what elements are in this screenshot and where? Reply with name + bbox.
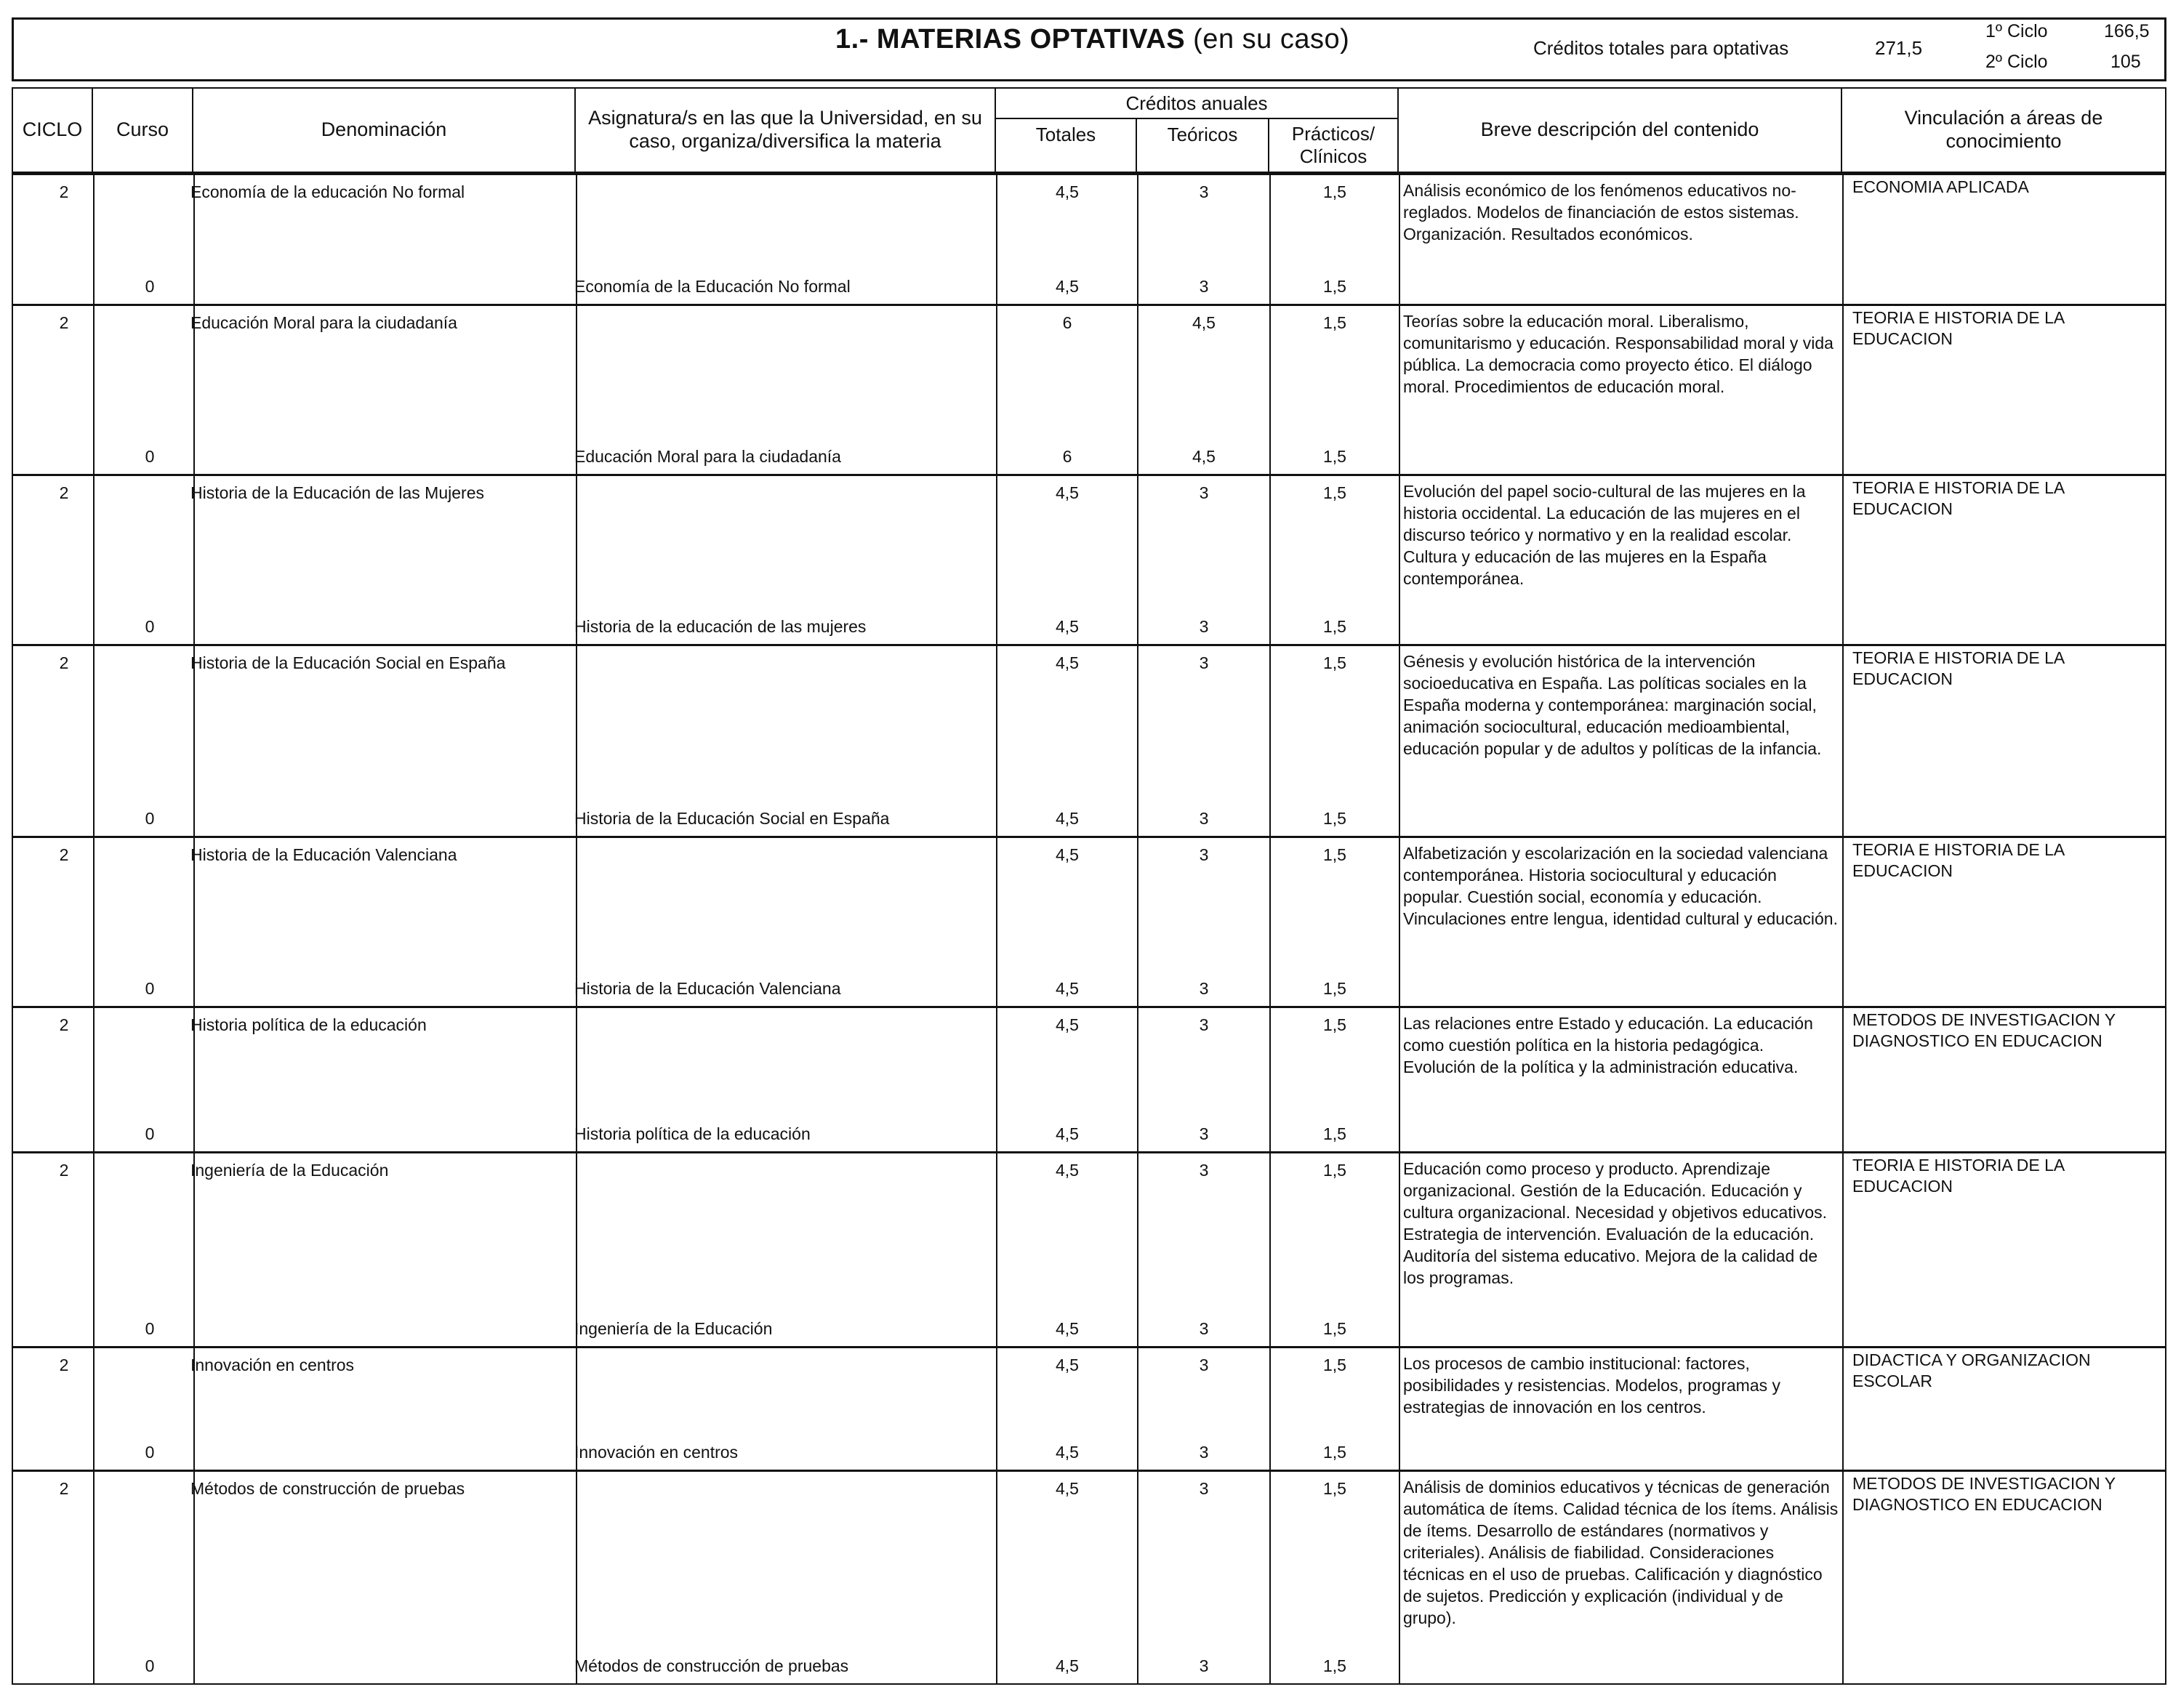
header-denominacion: Denominación (192, 87, 576, 173)
asignatura-text: Innovación en centros (574, 1443, 739, 1462)
ciclo-value: 2 (59, 1355, 69, 1374)
header-ciclo: CICLO (12, 87, 93, 173)
column-divider (93, 1472, 95, 1683)
table-row (12, 474, 2166, 645)
totales-value: 4,5 (1056, 1479, 1079, 1498)
column-divider (193, 1472, 195, 1683)
header-asignatura: Asignatura/s en las que la Universidad, en su caso, organiza/diversifica la materia (574, 87, 996, 173)
sub-totales-value: 4,5 (1056, 1124, 1079, 1143)
totales-value: 4,5 (1056, 1161, 1079, 1180)
area-conocimiento-text: TEORIA E HISTORIA DE LA EDUCACION (1852, 840, 2065, 880)
asignatura-text: Ingeniería de la Educación (574, 1319, 773, 1338)
teoricos-value: 4,5 (1192, 313, 1216, 332)
column-divider (93, 1153, 95, 1346)
curso-value: 0 (145, 1656, 155, 1675)
sub-practicos-value: 1,5 (1323, 1124, 1346, 1143)
asignatura-text: Educación Moral para la ciudadanía (574, 447, 841, 466)
totales-value: 4,5 (1056, 182, 1079, 201)
totales-value: 4,5 (1056, 845, 1079, 864)
section-title-main: 1.- MATERIAS OPTATIVAS (835, 24, 1186, 55)
denominacion-text: Educación Moral para la ciudadanía (190, 313, 457, 332)
teoricos-value: 3 (1199, 1015, 1209, 1034)
asignatura-text: Historia de la Educación Social en España (574, 809, 890, 828)
sub-totales-value: 4,5 (1056, 617, 1079, 636)
table-row (12, 1470, 2166, 1685)
descripcion-text: Génesis y evolución histórica de la intervención socioeducativa en España. Las políticas sociales en la España moderna y contemporánea: marginación social, animación sociocultural, educación medioambiental, educación popular y de adultos y políticas de la infancia. (1403, 652, 1822, 758)
column-divider (1842, 175, 1844, 304)
header-vinculacion: Vinculación a áreas de conocimiento (1841, 87, 2166, 173)
materias-table (12, 173, 2166, 1685)
totales-value: 4,5 (1056, 1355, 1079, 1374)
column-divider (1842, 476, 1844, 644)
column-divider (93, 476, 95, 644)
column-divider (1842, 306, 1844, 474)
ciclo-value: 2 (59, 1015, 69, 1034)
descripcion-text: Teorías sobre la educación moral. Liberalismo, comunitarismo y educación. Responsabilidad moral y vida pública. La democracia como proyecto ético. El diálogo moral. Procedimientos de educación moral. (1403, 312, 1833, 396)
table-row (12, 173, 2166, 305)
sub-teoricos-value: 3 (1199, 1656, 1209, 1675)
asignatura-text: Economía de la Educación No formal (574, 277, 851, 296)
teoricos-value: 3 (1199, 182, 1209, 201)
area-conocimiento-text: ECONOMIA APLICADA (1852, 177, 2029, 196)
column-divider (1842, 646, 1844, 836)
column-divider (1137, 1472, 1138, 1683)
curso-value: 0 (145, 617, 155, 636)
denominacion-text: Economía de la educación No formal (190, 182, 465, 201)
sub-practicos-value: 1,5 (1323, 1319, 1346, 1338)
sub-teoricos-value: 3 (1199, 1443, 1209, 1462)
sub-teoricos-value: 3 (1199, 809, 1209, 828)
sub-practicos-value: 1,5 (1323, 617, 1346, 636)
sub-totales-value: 4,5 (1056, 1319, 1079, 1338)
section-title-sub: (en su caso) (1193, 24, 1350, 55)
teoricos-value: 3 (1199, 1355, 1209, 1374)
area-conocimiento-text: METODOS DE INVESTIGACION Y DIAGNOSTICO EN EDUCACION (1852, 1474, 2116, 1514)
area-conocimiento-text: DIDACTICA Y ORGANIZACION ESCOLAR (1852, 1350, 2091, 1390)
ciclo-value: 2 (59, 313, 69, 332)
practicos-value: 1,5 (1323, 653, 1346, 672)
header-totales: Totales (995, 118, 1137, 173)
curso-value: 0 (145, 1443, 155, 1462)
header-creditos-anuales: Créditos anuales (995, 87, 1399, 119)
column-divider (193, 646, 195, 836)
curso-value: 0 (145, 1319, 155, 1338)
totales-value: 4,5 (1056, 1015, 1079, 1034)
asignatura-text: Historia de la Educación Valenciana (574, 979, 841, 998)
ciclo-value: 2 (59, 1161, 69, 1180)
sub-teoricos-value: 3 (1199, 277, 1209, 296)
area-conocimiento-text: TEORIA E HISTORIA DE LA EDUCACION (1852, 1156, 2065, 1196)
table-row (12, 1346, 2166, 1471)
denominacion-text: Historia de la Educación Valenciana (190, 845, 457, 864)
column-divider (1399, 1472, 1400, 1683)
document-page (12, 17, 2169, 1704)
sub-practicos-value: 1,5 (1323, 1656, 1346, 1675)
denominacion-text: Ingeniería de la Educación (190, 1161, 389, 1180)
ciclo-value: 2 (59, 483, 69, 502)
column-divider (93, 175, 95, 304)
column-divider (93, 1008, 95, 1151)
area-conocimiento-text: METODOS DE INVESTIGACION Y DIAGNOSTICO EN EDUCACION (1852, 1010, 2116, 1050)
descripcion-text: Los procesos de cambio institucional: factores, posibilidades y resistencias. Modelos, programas y estrategias de innovación en los centros. (1403, 1354, 1781, 1417)
header-descripcion: Breve descripción del contenido (1397, 87, 1842, 173)
area-conocimiento-text: TEORIA E HISTORIA DE LA EDUCACION (1852, 648, 2065, 688)
column-divider (1842, 838, 1844, 1006)
total-credits-label: Créditos totales para optativas (1533, 37, 1789, 59)
sub-teoricos-value: 3 (1199, 1319, 1209, 1338)
area-conocimiento-text: TEORIA E HISTORIA DE LA EDUCACION (1852, 478, 2065, 518)
sub-practicos-value: 1,5 (1323, 979, 1346, 998)
denominacion-text: Innovación en centros (190, 1355, 355, 1374)
section-title (835, 24, 1349, 55)
cycle2-label: 2º Ciclo (1985, 52, 2048, 72)
column-divider (93, 838, 95, 1006)
sub-totales-value: 6 (1062, 447, 1072, 466)
ciclo-value: 2 (59, 845, 69, 864)
sub-totales-value: 4,5 (1056, 1443, 1079, 1462)
totales-value: 4,5 (1056, 483, 1079, 502)
column-divider (1842, 1472, 1844, 1683)
area-conocimiento-text: TEORIA E HISTORIA DE LA EDUCACION (1852, 308, 2065, 348)
table-row (12, 304, 2166, 475)
asignatura-text: Historia de la educación de las mujeres (574, 617, 867, 636)
practicos-value: 1,5 (1323, 1355, 1346, 1374)
ciclo-value: 2 (59, 1479, 69, 1498)
asignatura-text: Historia política de la educación (574, 1124, 811, 1143)
practicos-value: 1,5 (1323, 1161, 1346, 1180)
denominacion-text: Métodos de construcción de pruebas (190, 1479, 465, 1498)
denominacion-text: Historia política de la educación (190, 1015, 427, 1034)
header-curso: Curso (92, 87, 193, 173)
column-divider (576, 1472, 577, 1683)
denominacion-text: Historia de la Educación de las Mujeres (190, 483, 484, 502)
sub-teoricos-value: 3 (1199, 979, 1209, 998)
header-practicos: Prácticos/ Clínicos (1268, 118, 1399, 173)
header-teoricos: Teóricos (1136, 118, 1269, 173)
teoricos-value: 3 (1199, 845, 1209, 864)
sub-practicos-value: 1,5 (1323, 277, 1346, 296)
sub-totales-value: 4,5 (1056, 979, 1079, 998)
sub-teoricos-value: 3 (1199, 617, 1209, 636)
column-divider (1842, 1348, 1844, 1470)
cycle1-value: 166,5 (2104, 21, 2150, 41)
cycle2-value: 105 (2110, 52, 2141, 72)
asignatura-text: Métodos de construcción de pruebas (574, 1656, 849, 1675)
table-row (12, 1006, 2166, 1153)
totales-value: 4,5 (1056, 653, 1079, 672)
descripcion-text: Evolución del papel socio-cultural de las mujeres en la historia occidental. La educación de las mujeres en el discurso teórico y normativo y en la realidad escolar. Cultura y educación de las mujeres en la España contemporánea. (1403, 482, 1806, 588)
sub-totales-value: 4,5 (1056, 277, 1079, 296)
column-divider (1269, 1472, 1271, 1683)
column-divider (1842, 1008, 1844, 1151)
teoricos-value: 3 (1199, 653, 1209, 672)
denominacion-text: Historia de la Educación Social en España (190, 653, 506, 672)
descripcion-text: Análisis de dominios educativos y técnicas de generación automática de ítems. Calidad técnica de los ítems. Análisis de ítems. Desarrollo de estándares (normativos y criteriales). Análisis de fiabilidad. Consideraciones técnicas en el uso de pruebas. Calificación y diagnóstico de sujetos. Predicción y explicación (individual y de grupo). (1403, 1478, 1839, 1627)
column-divider (93, 1348, 95, 1470)
practicos-value: 1,5 (1323, 1479, 1346, 1498)
column-divider (93, 646, 95, 836)
practicos-value: 1,5 (1323, 313, 1346, 332)
descripcion-text: Las relaciones entre Estado y educación. La educación como cuestión política en la historia pedagógica. Evolución de la política y la administración educativa. (1403, 1014, 1813, 1076)
total-credits-value: 271,5 (1875, 37, 1923, 59)
table-row (12, 644, 2166, 837)
sub-totales-value: 4,5 (1056, 1656, 1079, 1675)
practicos-value: 1,5 (1323, 1015, 1346, 1034)
descripcion-text: Educación como proceso y producto. Aprendizaje organizacional. Gestión de la Educación. Educación y cultura organizacional. Necesidad y objetivos educativos. Estrategia de intervención. Evaluación de la educación. Auditoría del sistema educativo. Mejora de la calidad de los programas. (1403, 1159, 1827, 1287)
sub-practicos-value: 1,5 (1323, 1443, 1346, 1462)
sub-teoricos-value: 3 (1199, 1124, 1209, 1143)
practicos-value: 1,5 (1323, 182, 1346, 201)
curso-value: 0 (145, 809, 155, 828)
column-divider (93, 306, 95, 474)
ciclo-value: 2 (59, 182, 69, 201)
sub-totales-value: 4,5 (1056, 809, 1079, 828)
curso-value: 0 (145, 447, 155, 466)
sub-practicos-value: 1,5 (1323, 809, 1346, 828)
descripcion-text: Análisis económico de los fenómenos educativos no-reglados. Modelos de financiación de estos sistemas. Organización. Resultados económicos. (1403, 181, 1799, 243)
table-row (12, 836, 2166, 1007)
practicos-value: 1,5 (1323, 483, 1346, 502)
teoricos-value: 3 (1199, 1161, 1209, 1180)
descripcion-text: Alfabetización y escolarización en la sociedad valenciana contemporánea. Historia sociocultural y educación popular. Cuestión social, economía y educación. Vinculaciones entre lengua, identidad cultural y educación. (1403, 844, 1838, 928)
teoricos-value: 3 (1199, 1479, 1209, 1498)
teoricos-value: 3 (1199, 483, 1209, 502)
sub-teoricos-value: 4,5 (1192, 447, 1216, 466)
practicos-value: 1,5 (1323, 845, 1346, 864)
curso-value: 0 (145, 277, 155, 296)
curso-value: 0 (145, 979, 155, 998)
table-row (12, 1151, 2166, 1348)
column-divider (996, 1472, 997, 1683)
ciclo-value: 2 (59, 653, 69, 672)
totales-value: 6 (1062, 313, 1072, 332)
sub-practicos-value: 1,5 (1323, 447, 1346, 466)
title-band (12, 17, 2166, 81)
curso-value: 0 (145, 1124, 155, 1143)
column-divider (1842, 1153, 1844, 1346)
cycle1-label: 1º Ciclo (1985, 21, 2048, 41)
column-divider (193, 1153, 195, 1346)
